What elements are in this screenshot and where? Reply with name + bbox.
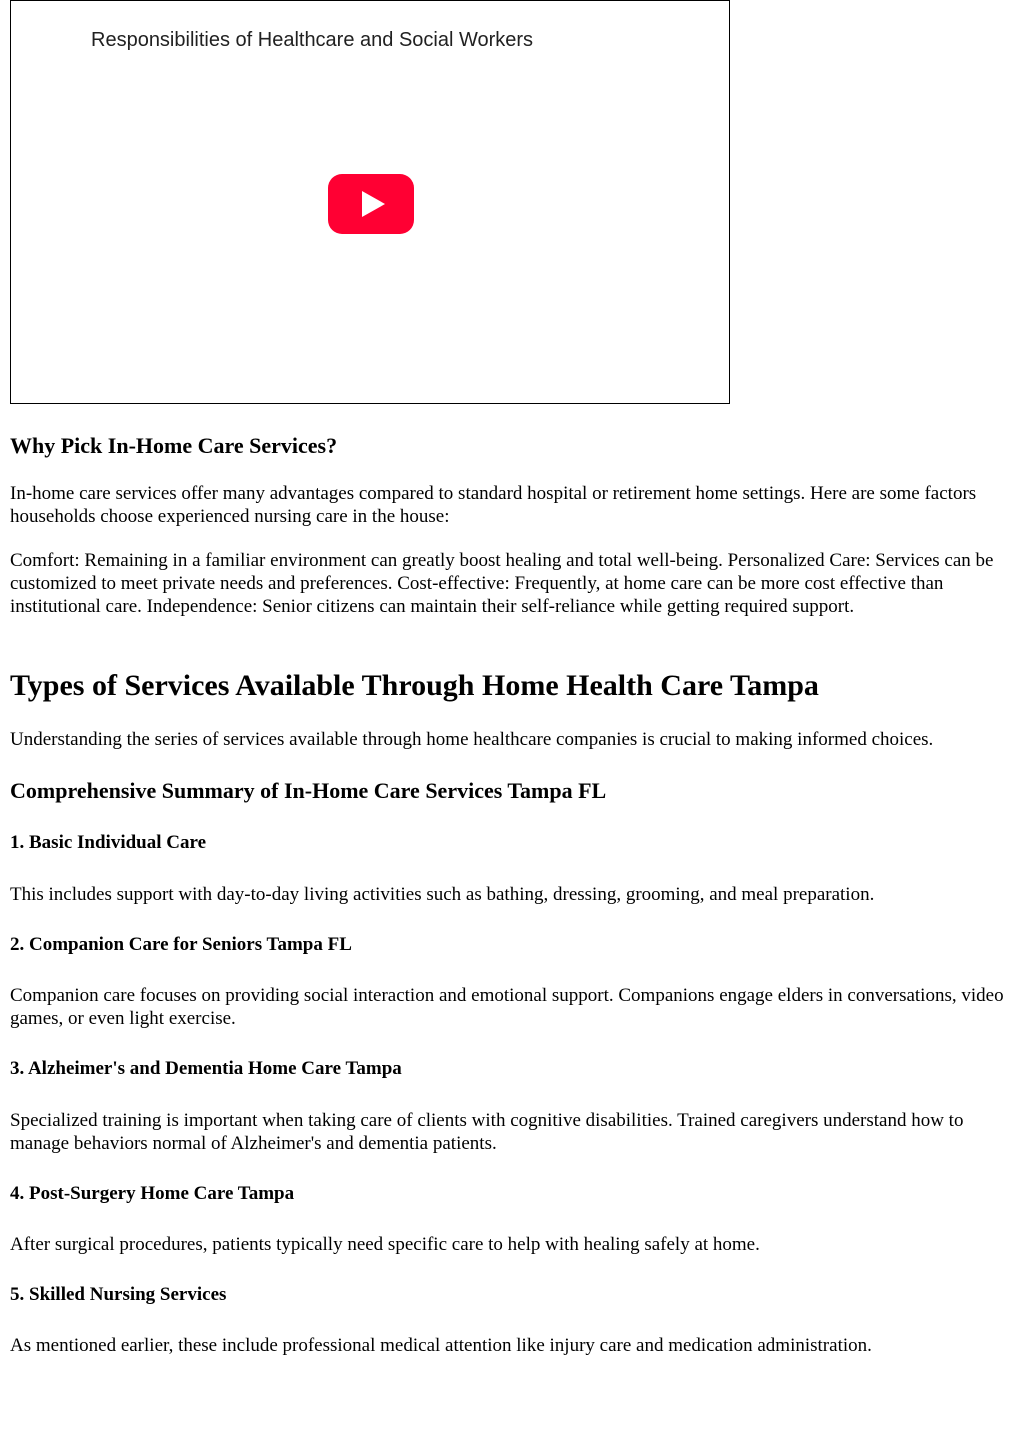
item-2-title: 2. Companion Care for Seniors Tampa FL bbox=[10, 934, 352, 955]
types-intro: Understanding the series of services available through home healthcare companies is crucial to making informed choices. bbox=[10, 729, 934, 750]
summary-heading: Comprehensive Summary of In-Home Care Services Tampa FL bbox=[10, 778, 607, 803]
video-embed[interactable] bbox=[10, 0, 730, 404]
item-1-text: This includes support with day-to-day living activities such as bathing, dressing, grooming, and meal preparation. bbox=[10, 884, 875, 905]
item-3-title: 3. Alzheimer's and Dementia Home Care Tampa bbox=[10, 1058, 402, 1079]
why-benefits: Comfort: Remaining in a familiar environment can greatly boost healing and total well-being. Personalized Care: Services can be customized to meet private needs and preferences. Cost-effective: Frequently, at home care can be more cost effective than institutional care. Independence: Senior citizens can maintain their self-reliance while getting required support. bbox=[10, 550, 994, 617]
item-5-text: As mentioned earlier, these include professional medical attention like injury care and medication administration. bbox=[10, 1335, 872, 1356]
item-4-text: After surgical procedures, patients typically need specific care to help with healing safely at home. bbox=[10, 1234, 760, 1255]
why-heading: Why Pick In-Home Care Services? bbox=[10, 433, 338, 458]
item-1-title: 1. Basic Individual Care bbox=[10, 832, 207, 853]
item-4-title: 4. Post-Surgery Home Care Tampa bbox=[10, 1183, 295, 1204]
why-intro: In-home care services offer many advantages compared to standard hospital or retirement home settings. Here are some factors households choose experienced nursing care in the house: bbox=[10, 483, 977, 527]
item-3-text: Specialized training is important when taking care of clients with cognitive disabilities. Trained caregivers understand how to manage behaviors normal of Alzheimer's and dementia patients. bbox=[10, 1110, 964, 1154]
video-title[interactable]: Responsibilities of Healthcare and Social Workers bbox=[91, 29, 534, 51]
item-2-text: Companion care focuses on providing social interaction and emotional support. Companions engage elders in conversations, video games, or even light exercise. bbox=[10, 985, 1004, 1029]
youtube-play-icon[interactable] bbox=[328, 174, 414, 234]
item-5-title: 5. Skilled Nursing Services bbox=[10, 1284, 227, 1305]
types-heading: Types of Services Available Through Home Health Care Tampa bbox=[10, 669, 819, 702]
